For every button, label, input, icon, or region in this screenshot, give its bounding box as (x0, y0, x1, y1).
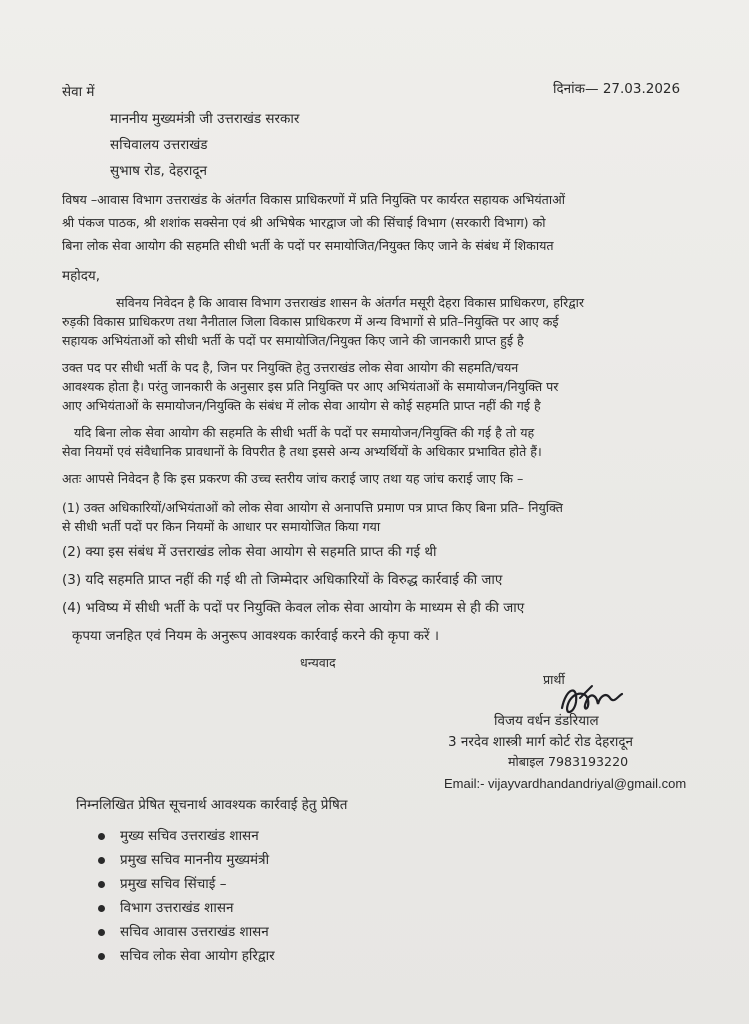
greeting: महोदय, (62, 268, 101, 284)
sender-name: विजय वर्धन डंडरियाल (494, 713, 599, 729)
sender-address: 3 नरदेव शास्त्री मार्ग कोर्ट रोड देहरादून (448, 734, 633, 750)
request-item-3: (3) यदि सहमति प्राप्त नहीं की गई थी तो जिम्मेदार अधिकारियों के विरुद्ध कार्रवाई की जाए (62, 572, 503, 588)
request-item-4: (4) भविष्य में सीधी भर्ती के पदों पर नियुक्ति केवल लोक सेवा आयोग के माध्यम से ही की जाए (62, 600, 525, 616)
list-item: प्रमुख सचिव सिंचाई – (98, 874, 275, 898)
sender-mobile: मोबाइल 7983193220 (508, 754, 629, 769)
para3-line-2: सेवा नियमों एवं संवैधानिक प्रावधानों के विपरीत है तथा इससे अन्य अभ्यर्थियों के अधिकार प्रभावित होते हैं। (62, 444, 542, 459)
subject-line-3: बिना लोक सेवा आयोग की सहमति सीधी भर्ती के पदों पर समायोजित/नियुक्त किए जाने के संबंध में शिकायत (62, 238, 554, 253)
salutation-to: सेवा में (62, 84, 95, 100)
letter-date: दिनांक— 27.03.2026 (553, 81, 681, 97)
closing-request: कृपया जनहित एवं नियम के अनुरूप आवश्यक कार्रवाई करने की कृपा करें । (72, 628, 439, 644)
recipient-line-2: सचिवालय उत्तराखंड (110, 137, 208, 153)
sender-label: प्रार्थी (543, 672, 565, 687)
para2-line-3: आए अभियंताओं के समायोजन/नियुक्ति के संबंध में लोक सेवा आयोग से कोई सहमति प्राप्त नहीं की गई है (62, 398, 541, 413)
copy-to-list (98, 826, 275, 970)
para1-line-2: रुड़की विकास प्राधिकरण तथा नैनीताल जिला विकास प्राधिकरण में अन्य विभागों से प्रति–नियुक्ति पर आए कई (62, 314, 559, 329)
list-item: प्रमुख सचिव माननीय मुख्यमंत्री (98, 850, 275, 874)
list-item: मुख्य सचिव उत्तराखंड शासन (98, 826, 275, 850)
thanks: धन्यवाद (300, 655, 336, 670)
copy-to-heading: निम्नलिखित प्रेषित सूचनार्थ आवश्यक कार्रवाई हेतु प्रेषित (76, 797, 348, 813)
request-item-2: (2) क्या इस संबंध में उत्तराखंड लोक सेवा आयोग से सहमति प्राप्त की गई थी (62, 544, 437, 560)
request-intro: अतः आपसे निवेदन है कि इस प्रकरण की उच्च स्तरीय जांच कराई जाए तथा यह जांच कराई जाए कि – (62, 471, 524, 486)
list-item: सचिव लोक सेवा आयोग हरिद्वार (98, 946, 275, 970)
list-item: सचिव आवास उत्तराखंड शासन (98, 922, 275, 946)
request-item-1-line-2: से सीधी भर्ती पदों पर किन नियमों के आधार पर समायोजित किया गया (62, 519, 381, 534)
subject-line-2: श्री पंकज पाठक, श्री शशांक सक्सेना एवं श्री अभिषेक भारद्वाज जो की सिंचाई विभाग (सरकारी विभाग) को (62, 215, 546, 230)
para2-line-2: आवश्यक होता है। परंतु जानकारी के अनुसार इस प्रति नियुक्ति पर आए अभियंताओं के समायोजन/नियुक्ति पर (62, 379, 559, 394)
para1-line-3: सहायक अभियंताओं को सीधी भर्ती के पदों पर समायोजित/नियुक्त किए जाने की जानकारी प्राप्त हुई है (62, 333, 524, 348)
para2-line-1: उक्त पद पर सीधी भर्ती के पद है, जिन पर नियुक्ति हेतु उत्तराखंड लोक सेवा आयोग की सहमति/चयन (62, 360, 519, 375)
recipient-line-1: माननीय मुख्यमंत्री जी उत्तराखंड सरकार (110, 111, 300, 127)
para3-line-1: यदि बिना लोक सेवा आयोग की सहमति के सीधी भर्ती के पदों पर समायोजन/नियुक्ति की गई है तो यह (74, 425, 535, 440)
list-item: विभाग उत्तराखंड शासन (98, 898, 275, 922)
subject-line-1: विषय –आवास विभाग उत्तराखंड के अंतर्गत विकास प्राधिकरणों में प्रति नियुक्ति पर कार्यरत सहायक अभियंताओं (62, 192, 565, 207)
para1-line-1: सविनय निवेदन है कि आवास विभाग उत्तराखंड शासन के अंतर्गत मसूरी देहरा विकास प्राधिकरण, हरिद्वार (116, 295, 584, 310)
sender-email: Email:- vijayvardhandandriyal@gmail.com (444, 776, 687, 791)
recipient-line-3: सुभाष रोड, देहरादून (110, 163, 208, 179)
request-item-1-line-1: (1) उक्त अधिकारियों/अभियंताओं को लोक सेवा आयोग से अनापत्ति प्रमाण पत्र प्राप्त किए बिना प्रति– नियुक्ति (62, 500, 563, 515)
